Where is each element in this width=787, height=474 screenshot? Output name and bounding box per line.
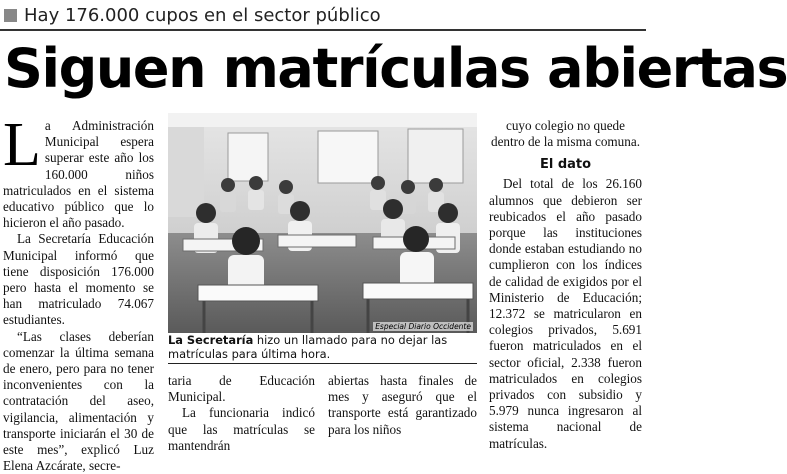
article-headline: Siguen matrículas abiertas [4,37,787,100]
article-column-4 [489,118,642,451]
classroom-photo-illustration [168,113,477,333]
drop-cap: L [3,111,41,179]
photo-caption [168,333,477,364]
paragraph: taria de Educación Municipal. [168,373,315,405]
kicker-square-icon [4,9,17,22]
photo-credit: Especial Diario Occidente [375,322,471,331]
lead-text: a Administración Municipal espera superar este año los 160.000 niños matriculados en el sistema educativo público que lo hicieron el año pasado. [3,118,154,231]
article-column-1 [3,111,154,474]
paragraph: La Secretaría Educación Municipal informó que tiene disposición 176.000 pero hasta el momento se han matriculado 74.067 estudiantes. [3,231,154,328]
caption-text: hizo un llamado para no dejar las matrículas para última hora. [168,333,448,361]
paragraph: abiertas hasta finales de mes y aseguró que el transporte está garantizado para los niños [328,373,477,437]
kicker-rule [0,29,646,31]
caption-lead: La Secretaría [168,333,254,347]
paragraph: La funcionaria indicó que las matrículas se mantendrán [168,405,315,453]
article-column-2 [168,373,315,453]
kicker-text: Hay 176.000 cupos en el sector público [24,4,381,26]
dato-text: Del total de los 26.160 alumnos que debieron ser reubicados el año pasado porque las instituciones donde estaban estudiando no cumplieron con los índices de calidad de exigidos por el Ministerio de Educación; 12.372 se matricularon en colegios privados, 5.691 fueron matriculados en el sector oficial, 2.338 fueron matriculados en colegios privados con subsidio y 5.979 nunca ingresaron al sistema nacional de matrículas. [489,176,642,451]
lead-paragraph [3,111,154,231]
paragraph: “Las clases deberían comenzar la última semana de enero, pero para no tener inconvenientes con la contratación del aseo, vigilancia, alimentación y transporte iniciarán el 30 de este mes”, explicó Luz Elena Azcárate, secre- [3,328,154,474]
classroom-photo [168,113,477,333]
dato-title: El dato [539,157,592,173]
continuation-text: cuyo colegio no quede dentro de la misma comuna. [490,118,641,150]
article-column-3 [328,373,477,437]
section-kicker [4,3,642,27]
